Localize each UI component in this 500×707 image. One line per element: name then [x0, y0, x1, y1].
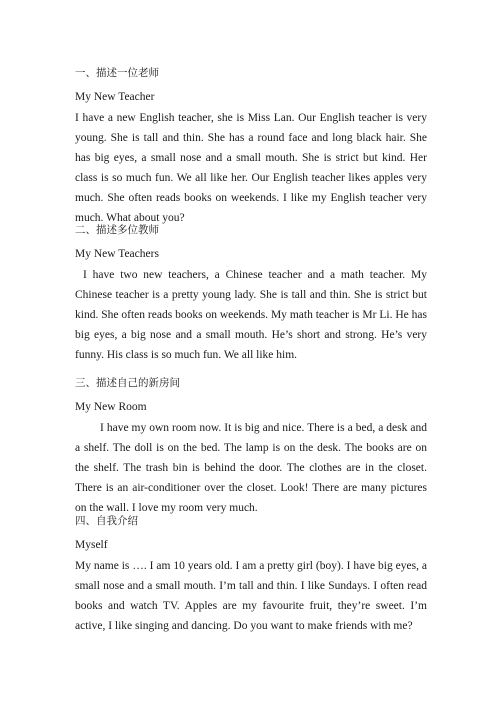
essay-title: My New Teachers	[75, 248, 159, 260]
essay-body: My name is …. I am 10 years old. I am a pretty girl (boy). I have big eyes, a small nose and a small mouth. I’m tall and thin. I like Sundays. I often read books and watch TV. Apples are my favourite fruit, they’re sweet. I’m active, I like singing and dancing. Do you want to make friends with me?	[75, 560, 427, 632]
section-self-introduction	[75, 514, 427, 636]
section-heading: 三、描述自己的新房间	[75, 377, 180, 389]
section-heading: 二、描述多位教师	[75, 224, 159, 236]
essay-title: Myself	[75, 539, 108, 551]
section-heading: 四、自我介绍	[75, 515, 138, 527]
section-heading: 一、描述一位老师	[75, 67, 159, 79]
essay-title: My New Teacher	[75, 91, 155, 103]
essay-title: My New Room	[75, 401, 147, 413]
essay-body: I have a new English teacher, she is Miss Lan. Our English teacher is very young. She is tall and thin. She has a round face and long black hair. She has big eyes, a small nose and a small mouth. She is strict but kind. Her class is so much fun. We all like her. Our English teacher likes apples very much. She often reads books on weekends. I like my English teacher very much. What about you?	[75, 112, 427, 224]
section-describe-room	[75, 376, 427, 518]
section-describe-one-teacher	[75, 66, 427, 228]
essay-body: I have my own room now. It is big and nice. There is a bed, a desk and a shelf. The doll is on the bed. The lamp is on the desk. The books are on the shelf. The trash bin is behind the door. The clothes are in the closet. There is an air-conditioner over the closet. Look! There are many pictures on the wall. I love my room very much.	[75, 422, 427, 514]
section-describe-teachers	[75, 223, 427, 365]
essay-body: I have two new teachers, a Chinese teacher and a math teacher. My Chinese teacher is a pretty young lady. She is tall and thin. She is strict but kind. She often reads books on weekends. My math teacher is Mr Li. He has big eyes, a big nose and a small mouth. He’s short and strong. He’s very funny. His class is so much fun. We all like him.	[75, 269, 427, 361]
